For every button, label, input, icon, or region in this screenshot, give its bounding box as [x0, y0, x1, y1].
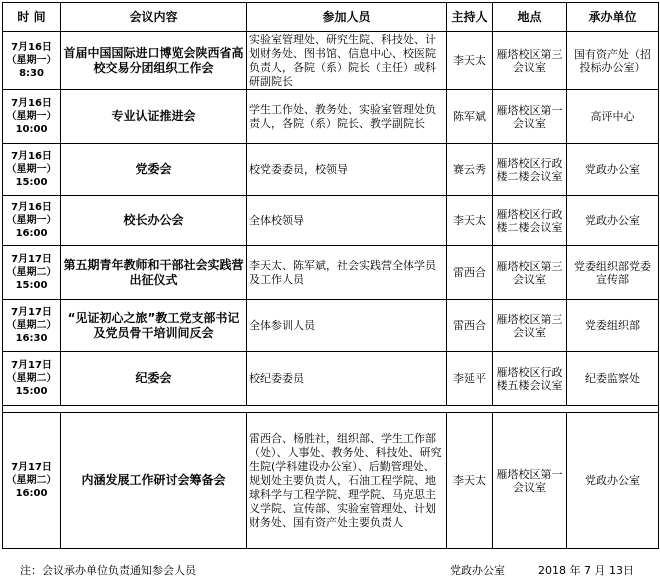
header-location: 地点	[493, 3, 567, 32]
time-cell: 7月17日 （星期二） 15:00	[3, 246, 61, 300]
participants-cell: 全体校领导	[247, 196, 447, 246]
host-cell: 李天太	[447, 196, 493, 246]
organizer-cell: 党委组织部	[567, 300, 659, 352]
header-organizer: 承办单位	[567, 3, 659, 32]
location-cell: 雁塔校区第三会议室	[493, 32, 567, 90]
time-cell: 7月17日 （星期二） 15:00	[3, 352, 61, 406]
content-cell: 专业认证推进会	[61, 90, 247, 144]
footer-note-text: 注：会议承办单位负责通知参会人员	[20, 564, 196, 577]
time-cell: 7月16日 （星期一） 10:00	[3, 90, 61, 144]
participants-cell: 校纪委委员	[247, 352, 447, 406]
participants-cell: 全体参训人员	[247, 300, 447, 352]
host-cell: 陈军斌	[447, 90, 493, 144]
meeting-schedule-table	[2, 2, 659, 549]
host-cell: 雷西合	[447, 300, 493, 352]
content-cell: 第五期青年教师和干部社会实践营出征仪式	[61, 246, 247, 300]
host-cell: 赛云秀	[447, 144, 493, 196]
location-cell: 雁塔校区第一会议室	[493, 413, 567, 549]
table-row	[3, 352, 659, 406]
time-cell: 7月16日 （星期一） 15:00	[3, 144, 61, 196]
time-cell: 7月17日 （星期二） 16:00	[3, 413, 61, 549]
table-gap-row	[3, 406, 659, 413]
location-cell: 雁塔校区第三会议室	[493, 246, 567, 300]
organizer-cell: 党委组织部党委宣传部	[567, 246, 659, 300]
content-cell: 校长办公会	[61, 196, 247, 246]
host-cell: 李延平	[447, 352, 493, 406]
organizer-cell: 纪委监察处	[567, 352, 659, 406]
participants-cell: 雷西合、杨胜社，组织部、学生工作部（处）、人事处、教务处、科技处、研究生院(学科建设办公室）、后勤管理处、规划处主要负责人，石油工程学院、地球科学与工程学院、理学院、马克思主义学院、宣传部、实验室管理处、计划财务处、国有资产处主要负责人	[247, 413, 447, 549]
organizer-cell: 党政办公室	[567, 196, 659, 246]
table-row	[3, 144, 659, 196]
organizer-cell: 高评中心	[567, 90, 659, 144]
organizer-cell: 国有资产处（招投标办公室）	[567, 32, 659, 90]
content-cell: 党委会	[61, 144, 247, 196]
location-cell: 雁塔校区行政楼二楼会议室	[493, 144, 567, 196]
participants-cell: 学生工作处、教务处、实验室管理处负责人，各院（系）院长、教学副院长	[247, 90, 447, 144]
table-row	[3, 300, 659, 352]
footer-note	[20, 563, 640, 579]
content-cell: 纪委会	[61, 352, 247, 406]
time-cell: 7月16日 （星期一） 16:00	[3, 196, 61, 246]
footer-date: 2018 年 7 月 13日	[538, 564, 634, 577]
table-row	[3, 413, 659, 549]
header-row	[3, 3, 659, 32]
organizer-cell: 党政办公室	[567, 413, 659, 549]
schedule-wrapper	[2, 2, 658, 549]
table-row	[3, 90, 659, 144]
participants-cell: 李天太、陈军斌，社会实践营全体学员及工作人员	[247, 246, 447, 300]
table-row	[3, 196, 659, 246]
host-cell: 雷西合	[447, 246, 493, 300]
gap-cell	[3, 406, 659, 413]
location-cell: 雁塔校区第三会议室	[493, 300, 567, 352]
content-cell: “见证初心之旅”教工党支部书记及党员骨干培训间反会	[61, 300, 247, 352]
time-cell: 7月16日 （星期一） 8:30	[3, 32, 61, 90]
host-cell: 李天太	[447, 32, 493, 90]
participants-cell: 校党委委员，校领导	[247, 144, 447, 196]
organizer-cell: 党政办公室	[567, 144, 659, 196]
header-content: 会议内容	[61, 3, 247, 32]
header-participants: 参加人员	[247, 3, 447, 32]
time-cell: 7月17日 （星期二） 16:30	[3, 300, 61, 352]
header-time: 时 间	[3, 3, 61, 32]
host-cell: 李天太	[447, 413, 493, 549]
location-cell: 雁塔校区行政楼五楼会议室	[493, 352, 567, 406]
footer-issuer: 党政办公室	[450, 564, 505, 577]
location-cell: 雁塔校区行政楼二楼会议室	[493, 196, 567, 246]
table-row	[3, 32, 659, 90]
content-cell: 内涵发展工作研讨会筹备会	[61, 413, 247, 549]
header-host: 主持人	[447, 3, 493, 32]
content-cell: 首届中国国际进口博览会陕西省高校交易分团组织工作会	[61, 32, 247, 90]
participants-cell: 实验室管理处、研究生院、科技处、计划财务处、图书馆、信息中心、校医院负责人，各院（系）院长（主任）或科研副院长	[247, 32, 447, 90]
location-cell: 雁塔校区第一会议室	[493, 90, 567, 144]
table-row	[3, 246, 659, 300]
